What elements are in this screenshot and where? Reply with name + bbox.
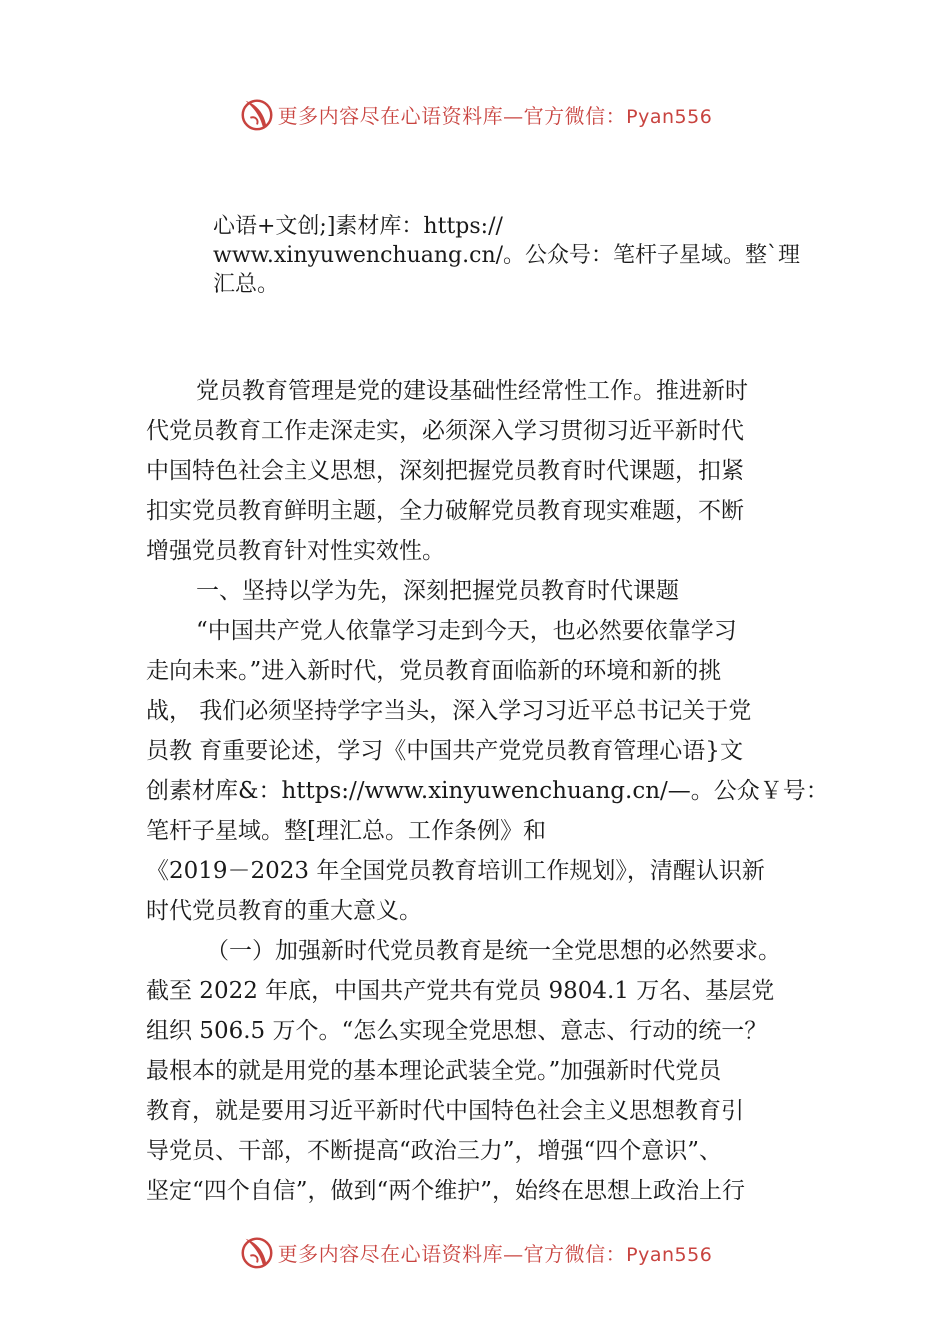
paragraph-line: 导党员、干部，不断提高“政治三力”，增强“四个意识”、 bbox=[146, 1138, 723, 1164]
paragraph-line: 走向未来。”进入新时代，党员教育面临新的环境和新的挑 bbox=[146, 658, 722, 684]
paragraph-line: 教育，就是要用习近平新时代中国特色社会主义思想教育引 bbox=[146, 1098, 744, 1124]
paragraph-line: 最根本的就是用党的基本理论武装全党。”加强新时代党员 bbox=[146, 1058, 722, 1084]
paragraph-line: 坚定“四个自信”，做到“两个维护”，始终在思想上政治上行 bbox=[146, 1178, 746, 1204]
source-note-line: www.xinyuwenchuang.cn/。公众号：笔杆子星域。整`理 bbox=[213, 243, 801, 268]
paragraph-line: “中国共产党人依靠学习走到今天，也必然要依靠学习 bbox=[196, 618, 737, 644]
source-note bbox=[213, 212, 853, 299]
banner-text bbox=[278, 100, 713, 129]
paragraph-line: 时代党员教育的重大意义。 bbox=[146, 898, 422, 924]
paragraph-line: 中国特色社会主义思想，深刻把握党员教育时代课题，扣紧 bbox=[146, 458, 744, 484]
paragraph-line: 增强党员教育针对性实效性。 bbox=[146, 538, 445, 564]
quill-logo-icon bbox=[238, 1233, 276, 1271]
banner-account: Pyan556 bbox=[626, 1243, 713, 1266]
quill-logo-icon bbox=[238, 95, 276, 133]
paragraph-line: 代党员教育工作走深走实，必须深入学习贯彻习近平新时代 bbox=[146, 418, 744, 444]
banner-title: 更多内容尽在心语资料库—官方微信： bbox=[277, 1241, 627, 1266]
banner-title: 更多内容尽在心语资料库—官方微信： bbox=[277, 103, 627, 128]
paragraph-line: 创素材库&：https://www.xinyuwenchuang.cn/—。公众￥号： bbox=[146, 778, 829, 804]
paragraph-line: 截至 2022 年底，中国共产党共有党员 9804.1 万名、基层党 bbox=[146, 978, 775, 1004]
paragraph-line: 《2019－2023 年全国党员教育培训工作规划》，清醒认识新 bbox=[146, 858, 765, 884]
header-banner bbox=[0, 94, 950, 134]
paragraph-line: 员教 育重要论述，学习《中国共产党党员教育管理心语}文 bbox=[146, 738, 743, 764]
paragraph-line: 笔杆子星域。整[理汇总。工作条例》和 bbox=[146, 818, 546, 844]
paragraph-line: 战， 我们必须坚持学字当头，深入学习习近平总书记关于党 bbox=[146, 698, 752, 724]
source-note-line: 汇总。 bbox=[213, 272, 280, 297]
banner-text bbox=[278, 1238, 713, 1267]
source-note-line: 心语+文创;]素材库：https:// bbox=[213, 214, 503, 239]
document-body bbox=[146, 371, 846, 1211]
subsection-heading: （一）加强新时代党员教育是统一全党思想的必然要求。 bbox=[206, 938, 781, 964]
footer-banner bbox=[0, 1232, 950, 1272]
section-heading: 一、坚持以学为先，深刻把握党员教育时代课题 bbox=[196, 578, 679, 604]
paragraph-line: 党员教育管理是党的建设基础性经常性工作。推进新时 bbox=[196, 378, 748, 404]
paragraph-line: 组织 506.5 万个。“怎么实现全党思想、意志、行动的统一？ bbox=[146, 1018, 768, 1044]
banner-account: Pyan556 bbox=[626, 105, 713, 128]
paragraph-line: 扣实党员教育鲜明主题，全力破解党员教育现实难题，不断 bbox=[146, 498, 744, 524]
